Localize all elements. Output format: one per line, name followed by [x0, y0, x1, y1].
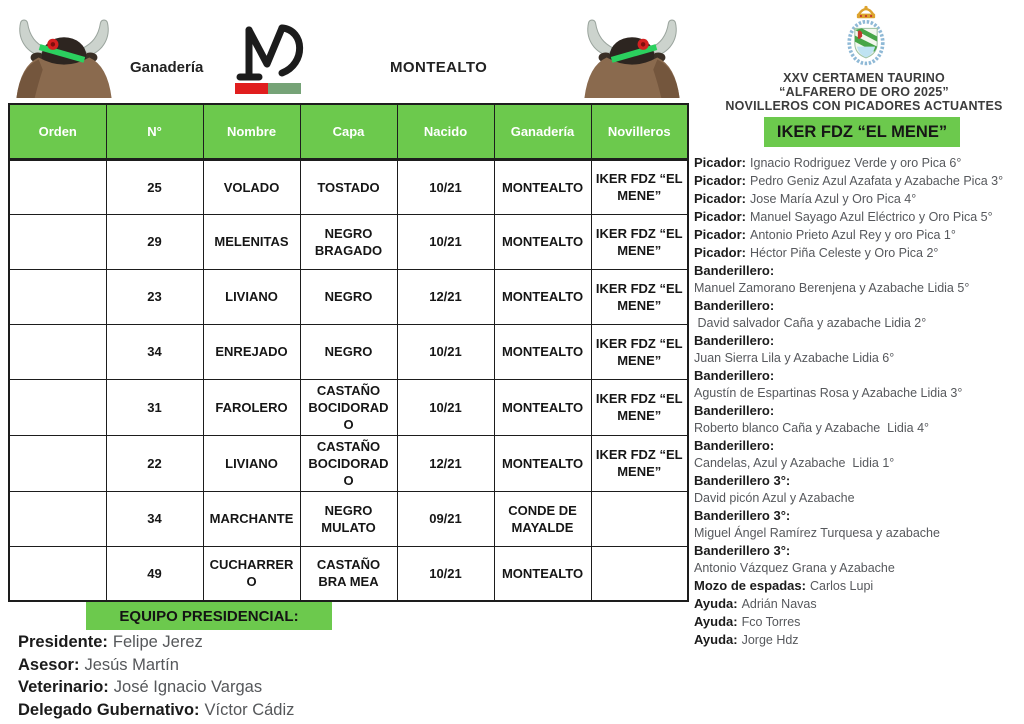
cell-nombre: CUCHARRERO [203, 546, 300, 601]
cell-orden: 3° [9, 269, 106, 324]
equipo-member [18, 699, 294, 722]
cell-capa: NEGRO MULATO [300, 491, 397, 546]
banderillero-label-line [694, 332, 1024, 350]
cell-nombre: ENREJADO [203, 324, 300, 379]
banderillero-name: Agustín de Espartinas Rosa y Azabache Lidia 3° [694, 386, 963, 400]
picador-label: Picador: [694, 209, 747, 224]
cell-nombre: MARCHANTE [203, 491, 300, 546]
cell-nacido: 10/21 [397, 159, 494, 214]
crew-list [694, 154, 1024, 649]
banderillero-label-line [694, 472, 1024, 490]
cell-novilleros: IKER FDZ “EL MENE” [591, 379, 688, 435]
cell-ganaderia: MONTEALTO [494, 324, 591, 379]
banderillero-name: Manuel Zamorano Berenjena y Azabache Lidia 5° [694, 281, 970, 295]
cell-nombre: MELENITAS [203, 214, 300, 269]
column-header-nacido: Nacido [397, 104, 494, 159]
banderillero-label: Banderillero: [694, 368, 775, 383]
member-name: Jesús Martín [84, 655, 179, 674]
staff-label: Mozo de espadas: [694, 578, 806, 593]
cell-capa: NEGRO BRAGADO [300, 214, 397, 269]
equipo-presidencial-banner: EQUIPO PRESIDENCIAL: [86, 602, 332, 630]
member-label: Delegado Gubernativo: [18, 700, 200, 719]
cell-orden: 4° [9, 324, 106, 379]
member-name: Víctor Cádiz [204, 700, 295, 719]
cell-capa: CASTAÑO BOCIDORADO [300, 379, 397, 435]
cell-capa: NEGRO [300, 324, 397, 379]
member-name: José Ignacio Vargas [113, 678, 263, 696]
banderillero-name-line [694, 490, 1024, 507]
cell-ganaderia: MONTEALTO [494, 546, 591, 601]
staff-line [694, 631, 1024, 649]
cell-nacido: 10/21 [397, 214, 494, 269]
banderillero-label: Banderillero 3°: [694, 543, 791, 558]
picador-label: Picador: [694, 173, 747, 188]
ganaderia-name: MONTEALTO [390, 59, 488, 76]
picador-name: Jose María Azul y Oro Pica 4° [750, 192, 917, 206]
banderillero-label: Banderillero: [694, 263, 775, 278]
column-header-capa: Capa [300, 104, 397, 159]
banderillero-name: Juan Sierra Lila y Azabache Lidia 6° [694, 351, 895, 365]
event-title [694, 71, 1024, 113]
picador-line [694, 172, 1024, 190]
cell-orden: Sob1° [9, 491, 106, 546]
event-title-line3: NOVILLEROS CON PICADORES ACTUANTES [725, 99, 1003, 113]
staff-line [694, 613, 1024, 631]
equipo-member [18, 631, 294, 654]
picador-name: Manuel Sayago Azul Eléctrico y Oro Pica 5° [750, 210, 993, 224]
cell-ganaderia: CONDE DE MAYALDE [494, 491, 591, 546]
cell-orden: 1° [9, 159, 106, 214]
banderillero-name-line [694, 385, 1024, 402]
staff-name: Adrián Navas [741, 597, 817, 611]
cell-capa: CASTAÑO BOCIDORADO [300, 435, 397, 491]
bull-photo-icon [576, 15, 688, 98]
cell-nombre: LIVIANO [203, 435, 300, 491]
table-header-row [9, 104, 688, 159]
cell-nacido: 09/21 [397, 491, 494, 546]
cell-capa: CASTAÑO BRA MEA [300, 546, 397, 601]
staff-name: Fco Torres [741, 615, 801, 629]
banderillero-name-line [694, 280, 1024, 297]
cell-novilleros [591, 546, 688, 601]
cell-numero: 23 [106, 269, 203, 324]
equipo-member [18, 676, 294, 699]
bulls-table [8, 103, 689, 602]
md-brand-logo-icon [224, 18, 312, 96]
cell-numero: 25 [106, 159, 203, 214]
banderillero-name-line [694, 350, 1024, 367]
column-header-novilleros: Novilleros [591, 104, 688, 159]
banderillero-name: David salvador Caña y azabache Lidia 2° [694, 316, 927, 330]
cell-ganaderia: MONTEALTO [494, 379, 591, 435]
cell-numero: 31 [106, 379, 203, 435]
banderillero-label-line [694, 437, 1024, 455]
banderillero-label-line [694, 542, 1024, 560]
picador-label: Picador: [694, 245, 747, 260]
banderillero-label-line [694, 402, 1024, 420]
staff-label: Ayuda: [694, 614, 738, 629]
cell-nombre: FAROLERO [203, 379, 300, 435]
column-header-ganaderia: Ganadería [494, 104, 591, 159]
table-row [9, 435, 688, 491]
equipo-member [18, 654, 294, 677]
table-row [9, 324, 688, 379]
banderillero-name: Roberto blanco Caña y Azabache Lidia 4° [694, 421, 930, 435]
column-header-nombre: Nombre [203, 104, 300, 159]
cell-nacido: 12/21 [397, 435, 494, 491]
bull-photo-icon [8, 15, 120, 98]
cell-nombre: VOLADO [203, 159, 300, 214]
banderillero-label: Banderillero: [694, 403, 775, 418]
cell-nacido: 10/21 [397, 546, 494, 601]
cell-nacido: 10/21 [397, 379, 494, 435]
table-row [9, 546, 688, 601]
table-row [9, 491, 688, 546]
cell-numero: 29 [106, 214, 203, 269]
column-header-numero: N° [106, 104, 203, 159]
picador-label: Picador: [694, 155, 747, 170]
staff-name: Carlos Lupi [809, 579, 874, 593]
staff-label: Ayuda: [694, 596, 738, 611]
cell-orden: 6° [9, 435, 106, 491]
banderillero-label-line [694, 507, 1024, 525]
banderillero-name-line [694, 420, 1024, 437]
picador-name: Héctor Piña Celeste y Oro Pica 2° [750, 246, 939, 260]
equipo-presidencial-list [18, 631, 294, 721]
picador-line [694, 244, 1024, 262]
cell-ganaderia: MONTEALTO [494, 214, 591, 269]
column-header-orden: Orden [9, 104, 106, 159]
banderillero-name-line [694, 525, 1024, 542]
staff-line [694, 595, 1024, 613]
cell-nombre: LIVIANO [203, 269, 300, 324]
banderillero-name: Miguel Ángel Ramírez Turquesa y azabache [694, 526, 940, 540]
staff-label: Ayuda: [694, 632, 738, 647]
town-coat-of-arms-icon [836, 5, 896, 68]
cell-numero: 49 [106, 546, 203, 601]
picador-line [694, 208, 1024, 226]
cell-novilleros: IKER FDZ “EL MENE” [591, 435, 688, 491]
cell-numero: 22 [106, 435, 203, 491]
cell-ganaderia: MONTEALTO [494, 269, 591, 324]
cell-ganaderia: MONTEALTO [494, 435, 591, 491]
banderillero-label-line [694, 262, 1024, 280]
cell-ganaderia: MONTEALTO [494, 159, 591, 214]
picador-line [694, 190, 1024, 208]
staff-line [694, 577, 1024, 595]
banderillero-name: Antonio Vázquez Grana y Azabache [694, 561, 895, 575]
banderillero-label-line [694, 297, 1024, 315]
banderillero-name: David picón Azul y Azabache [694, 491, 855, 505]
ganaderia-label: Ganadería [130, 59, 204, 76]
cell-novilleros: IKER FDZ “EL MENE” [591, 324, 688, 379]
banderillero-name-line [694, 315, 1024, 332]
table-row [9, 214, 688, 269]
cell-orden: 5° [9, 379, 106, 435]
picador-name: Antonio Prieto Azul Rey y oro Pica 1° [750, 228, 956, 242]
event-title-line2: “ALFARERO DE ORO 2025” [779, 85, 949, 99]
cell-novilleros: IKER FDZ “EL MENE” [591, 269, 688, 324]
member-label: Asesor: [18, 655, 80, 674]
table-row [9, 269, 688, 324]
member-label: Veterinario: [18, 678, 109, 696]
picador-line [694, 226, 1024, 244]
banderillero-label-line [694, 367, 1024, 385]
cell-capa: TOSTADO [300, 159, 397, 214]
banderillero-label: Banderillero 3°: [694, 473, 791, 488]
picador-label: Picador: [694, 191, 747, 206]
cell-orden: Sob 2° [9, 546, 106, 601]
banderillero-name: Candelas, Azul y Azabache Lidia 1° [694, 456, 895, 470]
cell-nacido: 10/21 [397, 324, 494, 379]
banderillero-name-line [694, 560, 1024, 577]
banderillero-label: Banderillero 3°: [694, 508, 791, 523]
staff-name: Jorge Hdz [741, 633, 799, 647]
cell-novilleros: IKER FDZ “EL MENE” [591, 159, 688, 214]
picador-name: Pedro Geniz Azul Azafata y Azabache Pica 3° [750, 174, 1004, 188]
cell-novilleros [591, 491, 688, 546]
picador-line [694, 154, 1024, 172]
member-name: Felipe Jerez [112, 633, 203, 651]
table-row [9, 379, 688, 435]
table-row [9, 159, 688, 214]
picador-label: Picador: [694, 227, 747, 242]
event-title-line1: XXV CERTAMEN TAURINO [783, 71, 945, 85]
member-label: Presidente: [18, 633, 108, 651]
cell-capa: NEGRO [300, 269, 397, 324]
cell-orden: 2° [9, 214, 106, 269]
banderillero-label: Banderillero: [694, 438, 775, 453]
banderillero-name-line [694, 455, 1024, 472]
cell-numero: 34 [106, 491, 203, 546]
cell-nacido: 12/21 [397, 269, 494, 324]
banderillero-label: Banderillero: [694, 333, 775, 348]
cell-novilleros: IKER FDZ “EL MENE” [591, 214, 688, 269]
picador-name: Ignacio Rodriguez Verde y oro Pica 6° [750, 156, 962, 170]
cell-numero: 34 [106, 324, 203, 379]
novillero-name-banner: IKER FDZ “EL MENE” [764, 117, 960, 147]
banderillero-label: Banderillero: [694, 298, 775, 313]
